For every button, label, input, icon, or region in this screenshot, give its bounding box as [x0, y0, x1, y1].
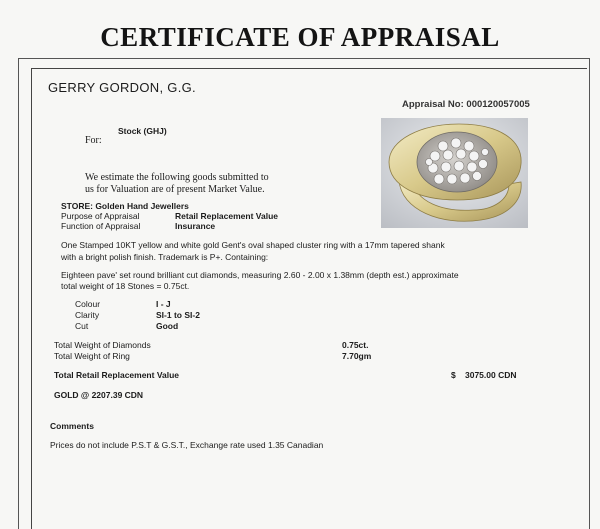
store-name: STORE: Golden Hand Jewellers [61, 201, 189, 211]
function-label: Function of Appraisal [61, 221, 141, 231]
grade-label-cut: Cut [75, 321, 89, 331]
estimate-line-2: us for Valuation are of present Market Value. [85, 184, 265, 195]
ring-photo-icon [381, 118, 528, 228]
purpose-label: Purpose of Appraisal [61, 211, 140, 221]
appraisal-number [402, 99, 530, 110]
description-line-2: with a bright polish finish. Trademark is P+. Containing: [61, 252, 269, 262]
gold-price: GOLD @ 2207.39 CDN [54, 390, 144, 400]
grade-label-colour: Colour [75, 299, 101, 309]
weight-label-diamonds: Total Weight of Diamonds [54, 340, 151, 350]
estimate-line-1: We estimate the following goods submitted to [85, 172, 269, 183]
comments-text: Prices do not include P.S.T & G.S.T., Exchange rate used 1.35 Canadian [50, 440, 324, 450]
diamonds-line-1: Eighteen pave' set round brilliant cut diamonds, measuring 2.60 - 2.00 x 1.38mm (depth est.) approximate [61, 270, 459, 280]
function-value: Insurance [175, 221, 216, 231]
diamonds-line-2: total weight of 18 Stones = 0.75ct. [61, 281, 190, 291]
grade-value-cut: Good [156, 321, 179, 331]
comments-heading: Comments [50, 421, 94, 431]
total-value-amount: 3075.00 CDN [465, 370, 517, 380]
ring-photo [381, 118, 528, 228]
for-value: Stock (GHJ) [118, 126, 167, 136]
weight-label-ring: Total Weight of Ring [54, 351, 130, 361]
weight-value-ring: 7.70gm [342, 351, 372, 361]
purpose-value: Retail Replacement Value [175, 211, 278, 221]
appraisal-number-label: Appraisal No: [402, 99, 464, 110]
grade-value-clarity: SI-1 to SI-2 [156, 310, 200, 320]
for-label: For: [85, 135, 102, 146]
description-line-1: One Stamped 10KT yellow and white gold Gent's oval shaped cluster ring with a 17mm tapered shank [61, 240, 445, 250]
grade-value-colour: I - J [156, 299, 171, 309]
grade-label-clarity: Clarity [75, 310, 100, 320]
total-value-currency: $ [451, 370, 456, 380]
weight-value-diamonds: 0.75ct. [342, 340, 369, 350]
total-value-label: Total Retail Replacement Value [54, 370, 180, 380]
appraisal-number-value: 000120057005 [466, 99, 530, 110]
page-title: CERTIFICATE OF APPRAISAL [100, 22, 500, 52]
appraiser-name: GERRY GORDON, G.G. [48, 80, 196, 95]
